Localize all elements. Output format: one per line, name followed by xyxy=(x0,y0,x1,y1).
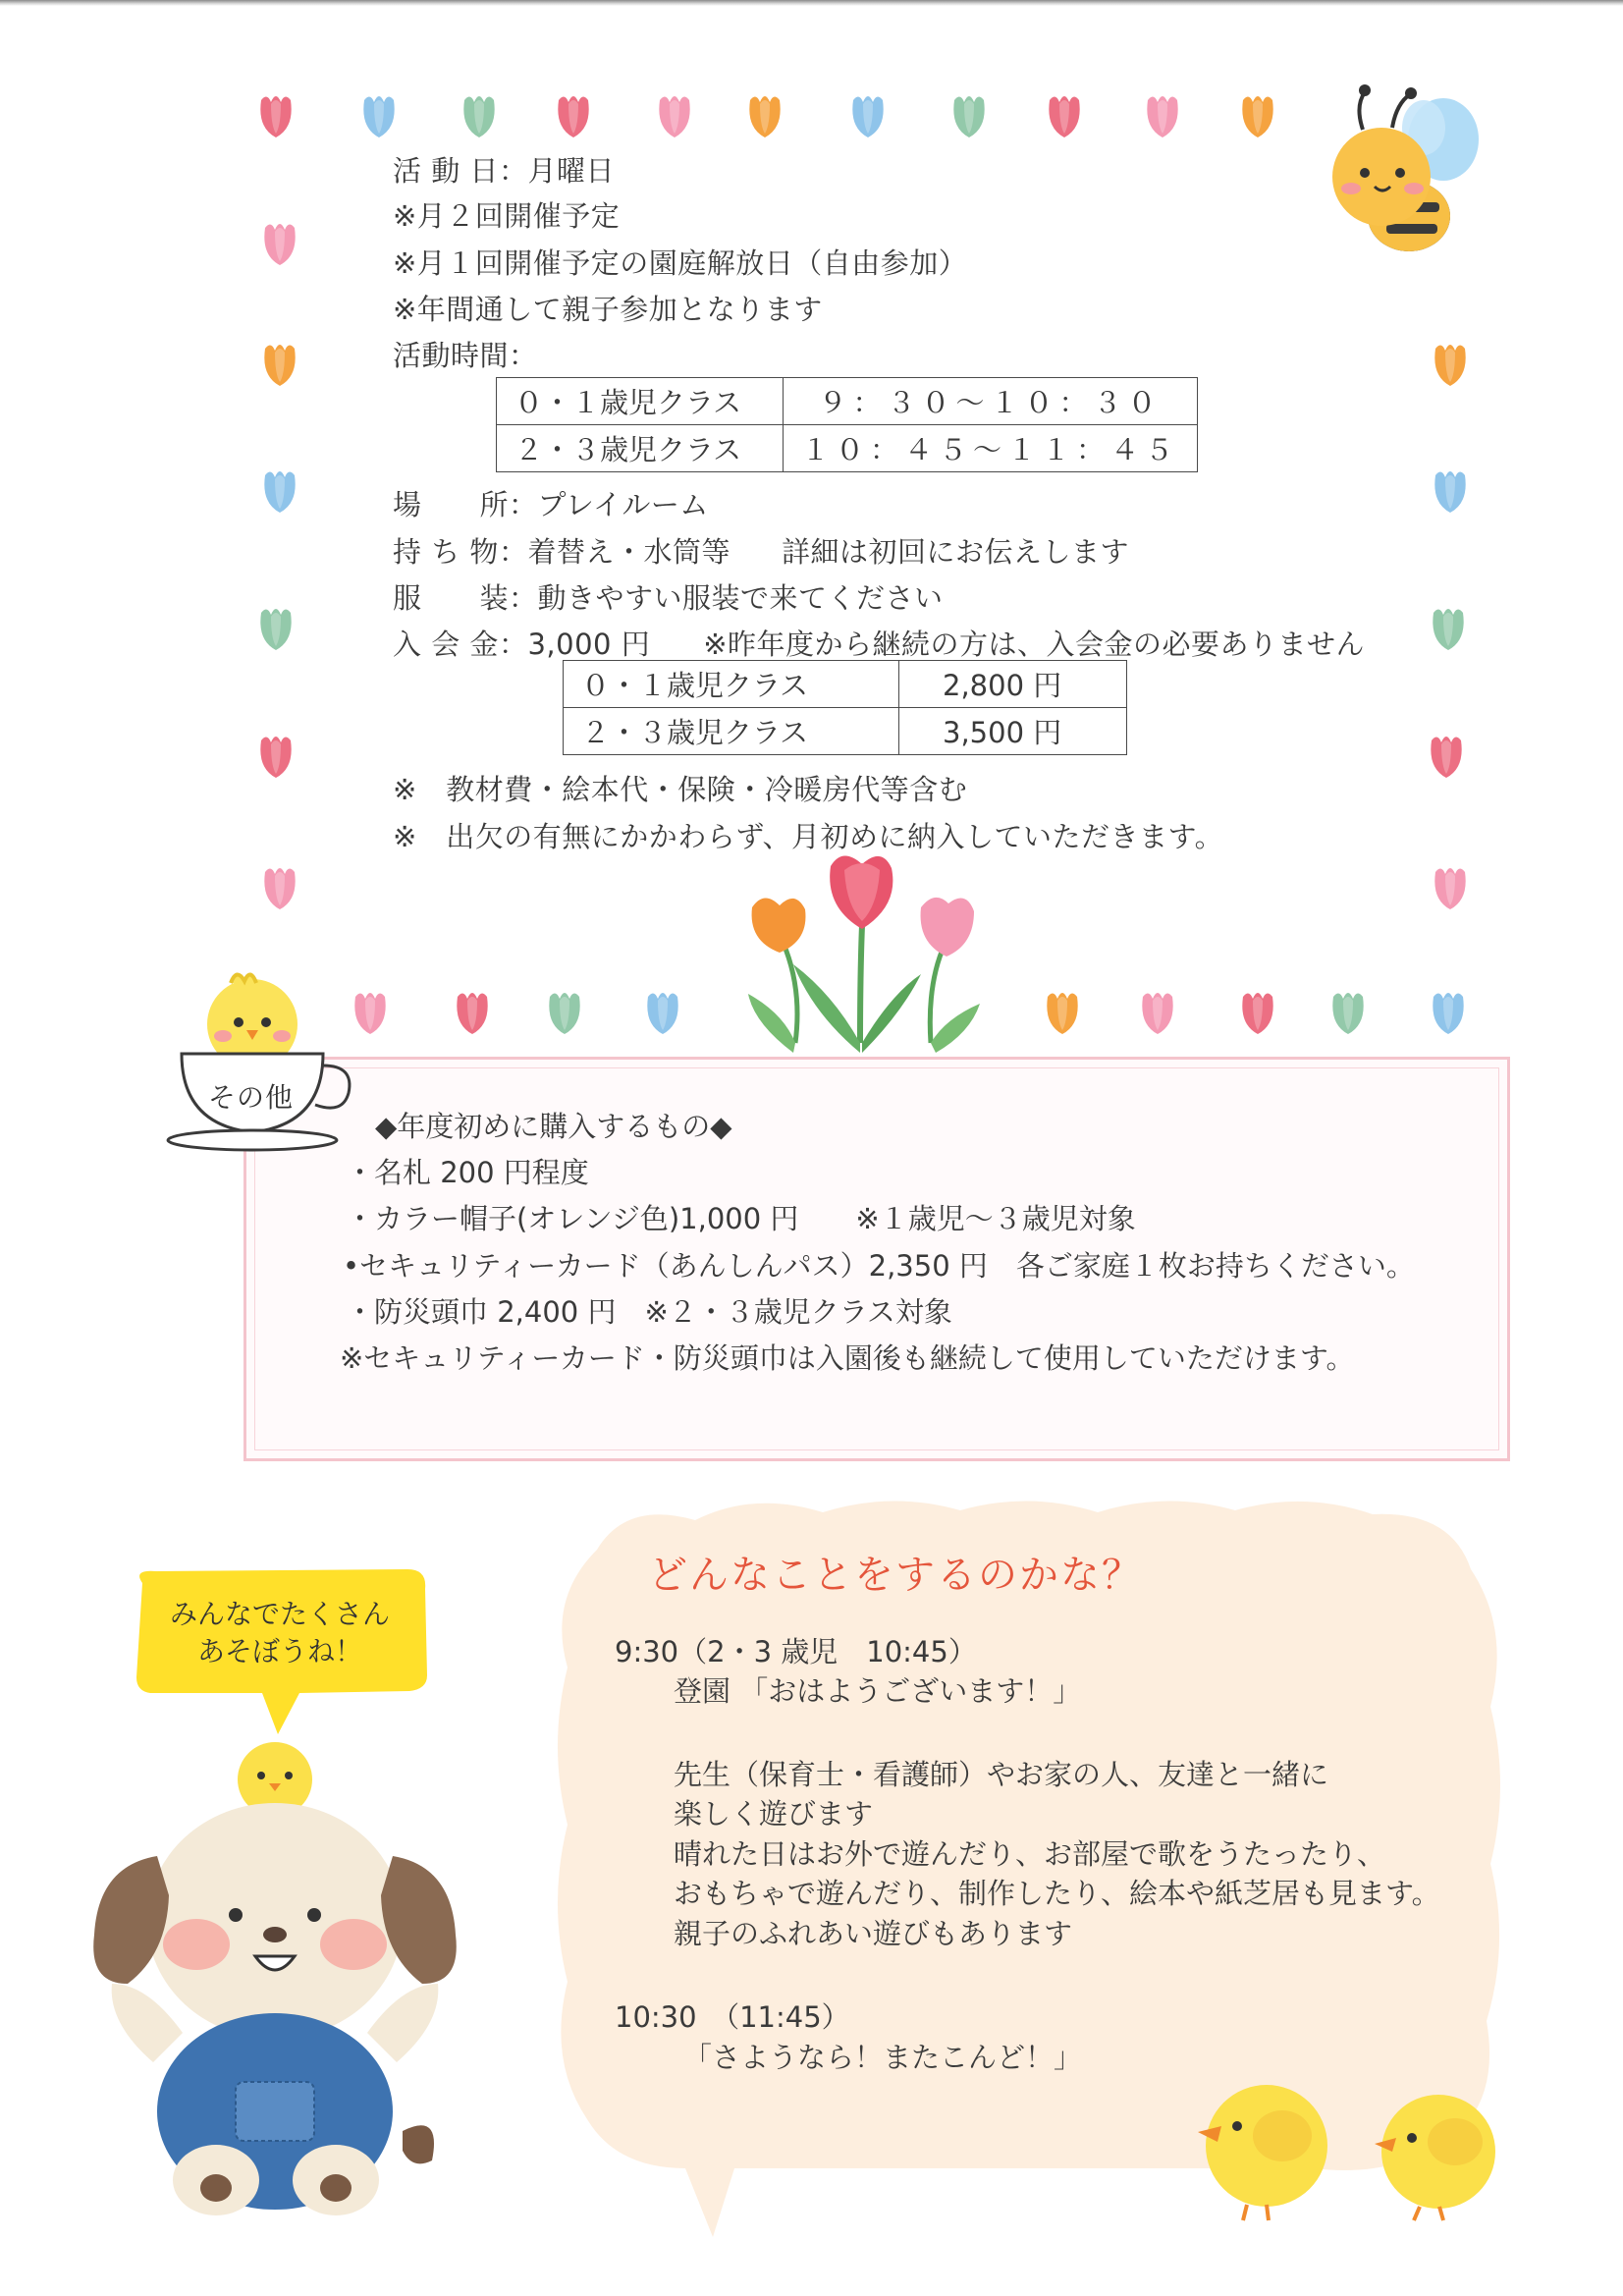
fee-class: ２・３歳児クラス xyxy=(564,708,899,755)
tulip-icon xyxy=(555,90,592,139)
activity-goodbye: 「さようなら！またこんど！」 xyxy=(683,2041,1083,2074)
tulip-icon xyxy=(1432,339,1469,388)
tulip-icon xyxy=(1239,987,1276,1036)
activity-desc-2: 楽しく遊びます xyxy=(674,1797,874,1831)
tulip-icon xyxy=(849,90,887,139)
fee-table xyxy=(563,660,1127,755)
activity-day-value: 月曜日 xyxy=(527,154,615,188)
schedule-time: １０：４５～１１：４５ xyxy=(783,425,1197,472)
tulip-icon xyxy=(1430,987,1467,1036)
tulip-icon xyxy=(1139,987,1176,1036)
place-value: プレイルーム xyxy=(537,488,709,521)
activity-arrival: 登園 「おはようございます！」 xyxy=(674,1674,1082,1708)
speech-line-1: みんなでたくさん xyxy=(169,1598,390,1630)
items-line: 持 ち 物：着替え・水筒等 詳細は初回にお伝えします xyxy=(393,535,1129,569)
clothes-line: 服 装：動きやすい服装で来てください xyxy=(393,581,944,615)
activity-desc-4: おもちゃで遊んだり、制作したり、絵本や紙芝居も見ます。 xyxy=(674,1877,1440,1910)
fee-class: ０・１歳児クラス xyxy=(564,661,899,708)
schedule-class: ０・１歳児クラス xyxy=(497,378,784,425)
tulip-icon xyxy=(1430,603,1467,652)
tulip-icon xyxy=(360,90,398,139)
tulip-icon xyxy=(261,218,298,267)
activity-title: どんなことをするのかな？ xyxy=(648,1553,1143,1598)
fee-value: 3,000 円 xyxy=(527,628,651,661)
speech-line-2: あそぼうね！ xyxy=(196,1635,362,1667)
note-twice-monthly: ※月２回開催予定 xyxy=(393,199,621,233)
schedule-time: ９：３０～１０：３０ xyxy=(783,378,1197,425)
tulip-icon xyxy=(1239,90,1276,139)
activity-desc-3: 晴れた日はお外で遊んだり、お部屋で歌をうたったり、 xyxy=(674,1837,1386,1871)
puppy-icon xyxy=(88,1738,461,2219)
items-value: 着替え・水筒等 xyxy=(527,535,730,569)
tulip-icon xyxy=(460,90,498,139)
other-heading: ◆年度初めに購入するもの◆ xyxy=(375,1110,732,1143)
activity-desc-5: 親子のふれあい遊びもあります xyxy=(674,1917,1073,1950)
fee-line: 入 会 金：3,000 円 ※昨年度から継続の方は、入会金の必要ありません xyxy=(393,628,1366,661)
tulip-icon xyxy=(950,90,988,139)
other-item-hat: ・カラー帽子(オレンジ色)1,000 円 ※１歳児～３歳児対象 xyxy=(346,1202,1136,1235)
other-note-continuing: ※セキュリティーカード・防災頭巾は入園後も継続して使用していただけます。 xyxy=(340,1341,1355,1375)
tulip-icon xyxy=(1144,90,1181,139)
other-item-nameplate: ・名札 200 円程度 xyxy=(346,1156,589,1189)
table-row xyxy=(497,378,1198,425)
tulip-icon xyxy=(546,987,583,1036)
note-garden-open: ※月１回開催予定の園庭解放日（自由参加） xyxy=(393,246,968,280)
schedule-table xyxy=(496,377,1198,472)
place-line: 場 所：プレイルーム xyxy=(393,488,709,521)
tulip-icon xyxy=(1432,862,1469,911)
tulip-icon xyxy=(257,603,295,652)
tulip-icon xyxy=(1432,465,1469,515)
activity-start-time: 9:30（2・3 歳児 10:45） xyxy=(615,1635,977,1668)
fee-amount: 2,800 円 xyxy=(899,661,1127,708)
scan-edge xyxy=(0,0,1623,6)
tulip-icon xyxy=(1044,987,1081,1036)
fee-note: ※昨年度から継続の方は、入会金の必要ありません xyxy=(703,628,1366,661)
note-parent-participation: ※年間通して親子参加となります xyxy=(393,293,823,326)
tulip-icon xyxy=(1329,987,1367,1036)
tulip-icon xyxy=(257,90,295,139)
items-label: 持 ち 物 xyxy=(393,535,499,569)
items-detail: 詳細は初回にお伝えします xyxy=(781,535,1129,569)
tulip-icon xyxy=(261,339,298,388)
activity-desc-1: 先生（保育士・看護師）やお家の人、友達と一緒に xyxy=(674,1758,1329,1791)
clothes-value: 動きやすい服装で来てください xyxy=(537,581,944,615)
fee-amount: 3,500 円 xyxy=(899,708,1127,755)
tulip-icon xyxy=(644,987,681,1036)
activity-time-label: 活動時間： xyxy=(393,339,538,372)
table-row xyxy=(564,661,1127,708)
tulip-icon xyxy=(257,731,295,780)
tulip-icon xyxy=(454,987,491,1036)
fee-remark-payment: ※ 出欠の有無にかかわらず、月初めに納入していただきます。 xyxy=(393,820,1224,853)
tulip-icon xyxy=(1428,731,1465,780)
chicks-icon xyxy=(1188,2057,1522,2224)
cup-chick-icon xyxy=(162,967,358,1154)
place-label: 場 所 xyxy=(393,488,510,521)
other-item-hood: ・防災頭巾 2,400 円 ※２・３歳児クラス対象 xyxy=(346,1295,952,1329)
activity-end-time: 10:30 （11:45） xyxy=(615,2000,850,2034)
bee-icon xyxy=(1316,79,1492,275)
schedule-class: ２・３歳児クラス xyxy=(497,425,784,472)
tulip-icon xyxy=(1046,90,1083,139)
other-item-security-card: •セキュリティーカード（あんしんパス）2,350 円 各ご家庭１枚お持ちください。 xyxy=(343,1249,1415,1283)
activity-day-label: 活 動 日 xyxy=(393,154,499,188)
fee-label: 入 会 金 xyxy=(393,628,499,661)
fee-remark-includes: ※ 教材費・絵本代・保険・冷暖房代等含む xyxy=(393,773,968,806)
table-row xyxy=(497,425,1198,472)
clothes-label: 服 装 xyxy=(393,581,510,615)
tulip-icon xyxy=(261,862,298,911)
tulips-illustration xyxy=(734,847,1000,1063)
other-badge-label: その他 xyxy=(208,1081,295,1114)
speech-bubble-text xyxy=(147,1596,412,1670)
tulip-icon xyxy=(656,90,693,139)
activity-day-line: 活 動 日：月曜日 xyxy=(393,149,615,190)
table-row xyxy=(564,708,1127,755)
tulip-icon xyxy=(261,465,298,515)
tulip-icon xyxy=(746,90,784,139)
